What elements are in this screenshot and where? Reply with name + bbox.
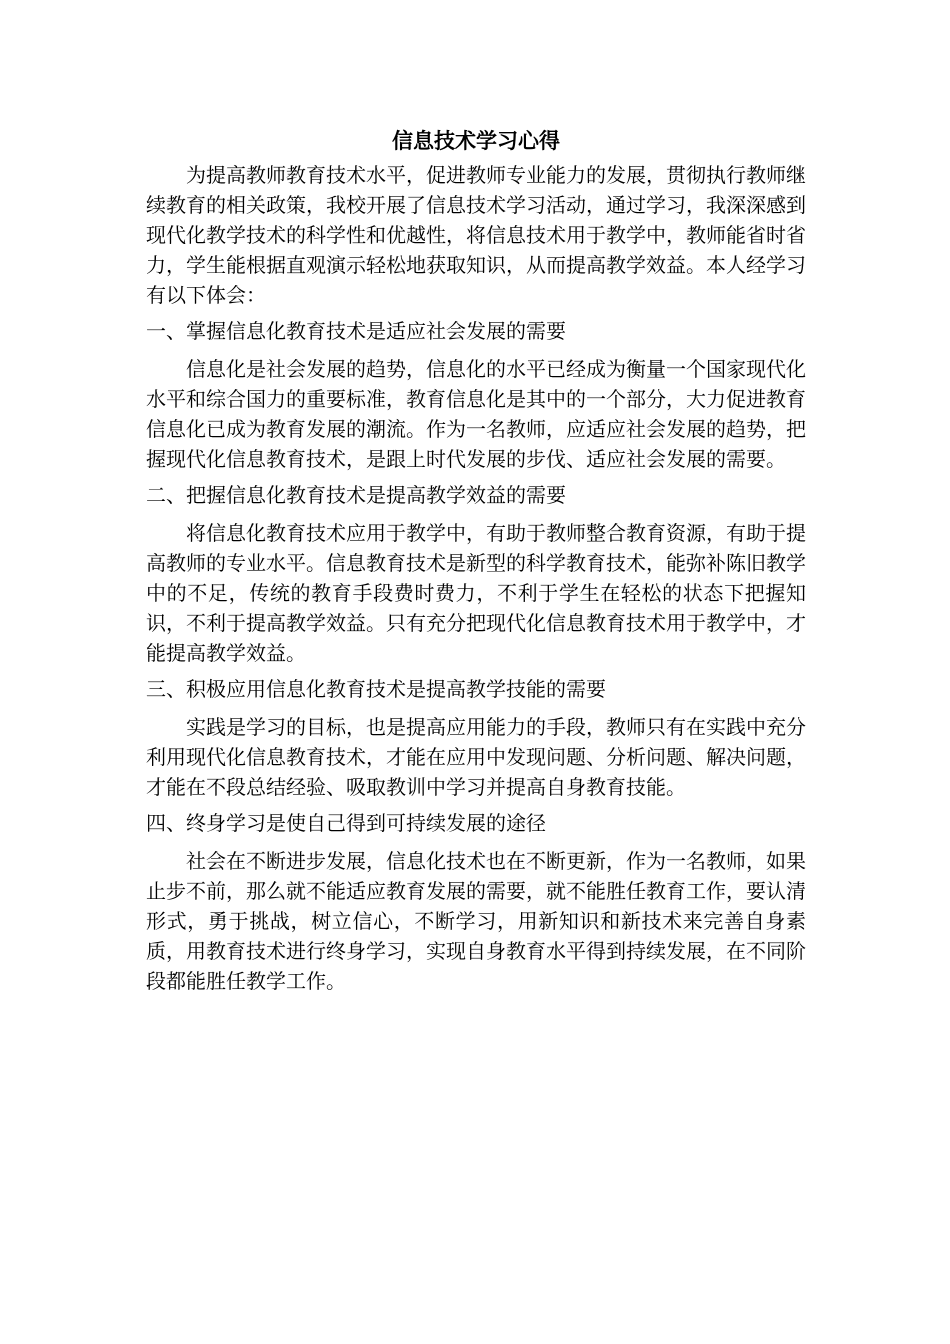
section-paragraph-4: 社会在不断进步发展，信息化技术也在不断更新，作为一名教师，如果止步不前，那么就不能适应教育发展的需要，就不能胜任教育工作，要认清形式，勇于挑战，树立信心，不断学习，用新知识和新技术来完善自身素质，用教育技术进行终身学习，实现自身教育水平得到持续发展，在不同阶段都能胜任教学工作。 [146,849,806,993]
section-heading-1: 一、掌握信息化教育技术是适应社会发展的需要 [146,319,566,343]
section-paragraph-1: 信息化是社会发展的趋势，信息化的水平已经成为衡量一个国家现代化水平和综合国力的重要标准，教育信息化是其中的一个部分，大力促进教育信息化已成为教育发展的潮流。作为一名教师，应适应社会发展的趋势，把握现代化信息教育技术，是跟上时代发展的步伐、适应社会发展的需要。 [146,357,806,471]
section-heading-2: 二、把握信息化教育技术是提高教学效益的需要 [146,483,566,507]
section-paragraph-3: 实践是学习的目标，也是提高应用能力的手段，教师只有在实践中充分利用现代化信息教育技术，才能在应用中发现问题、分析问题、解决问题，才能在不段总结经验、吸取教训中学习并提高自身教育技能。 [146,715,806,799]
section-heading-3: 三、积极应用信息化教育技术是提高教学技能的需要 [146,677,606,701]
document-body [146,124,806,1002]
section-heading-4: 四、终身学习是使自己得到可持续发展的途径 [146,811,546,835]
intro-paragraph: 为提高教师教育技术水平，促进教师专业能力的发展，贯彻执行教师继续教育的相关政策，我校开展了信息技术学习活动，通过学习，我深深感到现代化教学技术的科学性和优越性，将信息技术用于教学中，教师能省时省力，学生能根据直观演示轻松地获取知识，从而提高教学效益。本人经学习有以下体会： [146,163,806,307]
document-title: 信息技术学习心得 [392,128,560,153]
section-paragraph-2: 将信息化教育技术应用于教学中，有助于教师整合教育资源，有助于提高教师的专业水平。信息教育技术是新型的科学教育技术，能弥补陈旧教学中的不足，传统的教育手段费时费力，不利于学生在轻松的状态下把握知识，不利于提高教学效益。只有充分把现代化信息教育技术用于教学中，才能提高教学效益。 [146,521,806,665]
